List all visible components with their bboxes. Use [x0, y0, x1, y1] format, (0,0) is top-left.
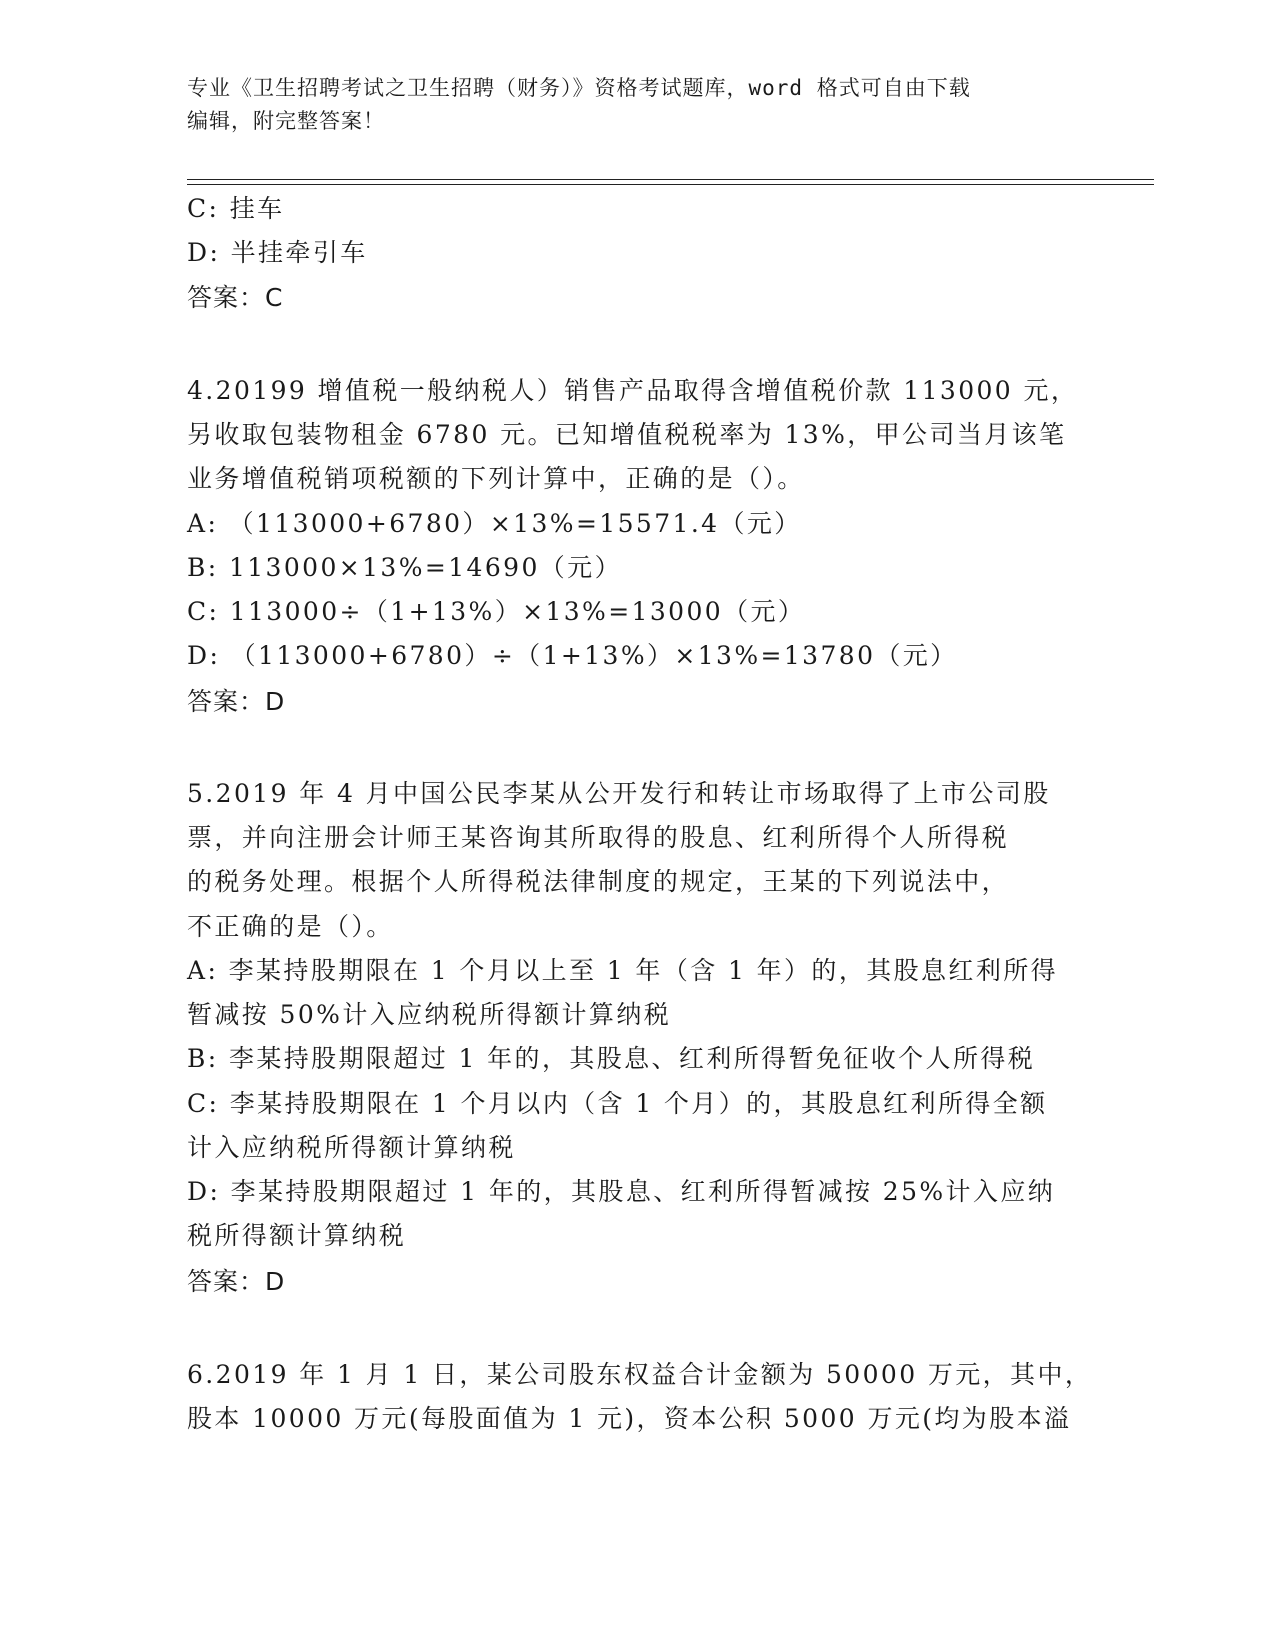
q5-option-a-line-1: A: 李某持股期限在 1 个月以上至 1 年（含 1 年）的，其股息红利所得 [187, 956, 1059, 985]
q5-option-d-line-1: D: 李某持股期限超过 1 年的，其股息、红利所得暂减按 25%计入应纳 [187, 1177, 1056, 1206]
q4-option-c: C: 113000÷（1+13%）×13%=13000（元） [187, 597, 806, 626]
q5-stem-line-3: 的税务处理。根据个人所得税法律制度的规定，王某的下列说法中， [187, 867, 1010, 896]
q3-option-c: C: 挂车 [187, 194, 285, 223]
q5-option-d-line-2: 税所得额计算纳税 [187, 1221, 407, 1250]
q6-stem-line-1: 6.2019 年 1 月 1 日，某公司股东权益合计金额为 50000 万元，其中， [187, 1360, 1093, 1389]
header-title-line-2: 编辑，附完整答案！ [187, 109, 385, 133]
q4-stem-line-1: 4.20199 增值税一般纳税人）销售产品取得含增值税价款 113000 元， [187, 376, 1079, 405]
q5-option-c-line-1: C: 李某持股期限在 1 个月以内（含 1 个月）的，其股息红利所得全额 [187, 1089, 1048, 1118]
q5-stem-line-1: 5.2019 年 4 月中国公民李某从公开发行和转让市场取得了上市公司股 [187, 779, 1051, 808]
q4-answer: 答案：D [187, 687, 286, 716]
q5-option-a-line-2: 暂减按 50%计入应纳税所得额计算纳税 [187, 1000, 672, 1029]
q6-stem-line-2: 股本 10000 万元(每股面值为 1 元)，资本公积 5000 万元(均为股本溢 [187, 1404, 1072, 1433]
q5-stem-line-2: 票，并向注册会计师王某咨询其所取得的股息、红利所得个人所得税 [187, 823, 1010, 852]
q4-option-b: B: 113000×13%=14690（元） [187, 553, 622, 582]
q5-option-b: B: 李某持股期限超过 1 年的，其股息、红利所得暂免征收个人所得税 [187, 1044, 1036, 1073]
q5-option-c-line-2: 计入应纳税所得额计算纳税 [187, 1133, 516, 1162]
q5-answer: 答案：D [187, 1267, 286, 1296]
q5-stem-line-4: 不正确的是（）。 [187, 912, 394, 941]
header-title-line-1: 专业《卫生招聘考试之卫生招聘（财务）》资格考试题库，word 格式可自由下载 [187, 76, 971, 100]
q3-answer: 答案：C [187, 283, 284, 312]
document-header [187, 72, 1067, 138]
q4-option-a: A: （113000+6780）×13%=15571.4（元） [187, 509, 802, 538]
q4-stem-line-3: 业务增值税销项税额的下列计算中，正确的是（）。 [187, 464, 805, 493]
header-divider-top [187, 179, 1154, 180]
q4-option-d: D: （113000+6780）÷（1+13%）×13%=13780（元） [187, 641, 958, 670]
q4-stem-line-2: 另收取包装物租金 6780 元。已知增值税税率为 13%，甲公司当月该笔 [187, 420, 1067, 449]
header-divider-bottom [187, 184, 1154, 185]
q3-option-d: D: 半挂牵引车 [187, 238, 368, 267]
